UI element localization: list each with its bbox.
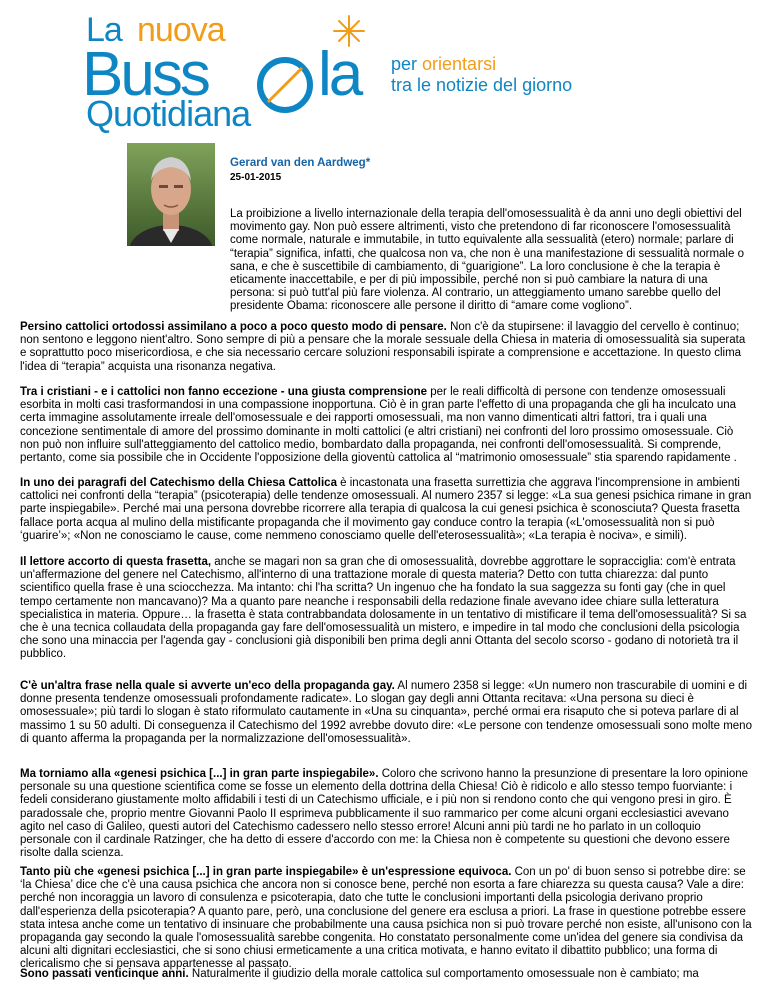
paragraph-text: anche se magari non sa gran che di omosessualità, dovrebbe aggrottare le sopracciglia: com'è entrata un'affermazione del genere nel Catechismo, all'interno di una trattazione morale di questa materia? Detto con tutta chiarezza: dal punto scientifico quella frase è una sciocchezza. Ma intanto: chi l'ha scritta? Un ingenuo che ha fondato la sua saggezza su fonti gay (che in quel tempo certamente non mancavano)? Ma a quanto pare neanche i responsabili della redazione finale avevano idee chiare sulla letteratura specialistica in materia. Oppure… la frasetta è stata contrabbandata dolosamente in un tentativo di mistificare il tema dell'omosessualità? Si sa che è una tecnica collaudata della propaganda gay fare dell'omosessualità un mistero, e impedire in tal modo che conclusioni della psicologia che sono una minaccia per l'agenda gay - conclusioni già disponibili ben prima degli anni Ottanta del secolo scorso - godano di notorietà tra il pubblico. xyxy=(20,556,747,661)
article-paragraph xyxy=(20,768,753,860)
paragraph-text: Coloro che scrivono hanno la presunzione di presentare la loro opinione personale su una questione scientifica come se fosse un elemento della dottrina della Chiesa! Ciò è ridicolo e allo stesso tempo fuorviante: i fedeli considerano giustamente molto affidabili i testi di un Catechismo ufficiale, e i più non si rendono conto che qui vengono presi in giro. È paradossale che, proprio mentre Giovanni Paolo II esprimeva pubblicamente il suo rammarico per come alcuni organi ecclesiastici avevano agito nel caso di Galileo, questi autori del Catechismo cadessero nello stesso errore! Alcuni anni più tardi ne ho parlato in un colloquio personale con il cardinale Ratzinger, che ha detto di essere d'accordo con me: la Chiesa non è competente su questioni che devono essere risolte dalla scienza. xyxy=(20,768,749,860)
logo-la-suffix: la xyxy=(318,40,361,109)
logo-quotidiana: Quotidiana xyxy=(86,93,251,134)
article-paragraph xyxy=(20,556,753,662)
article-intro: La proibizione a livello internazionale della terapia dell'omosessualità è da anni uno degli obiettivi del movimento gay. Non può essere altrimenti, visto che pretendono di far riconoscere l'omosessualità come normale, naturale e immutabile, in tutto equivalente alla sessualità (etero) normale; parlare di “terapia” significa, infatti, che qualcosa non va, che non è una manifestazione di sessualità normale o sana, e che è suscettibile di cambiamento, di “guarigione”. La loro conclusione è che la terapia è eticamente inaccettabile, e per di più impossibile, perché non si può cambiare la natura di una persona: si può tutt'al più fare violenza. Al contrario, un atteggiamento umano sarebbe quello del presidente Obama: riconoscere alle persone il diritto di “amare come vogliono”. xyxy=(230,208,744,313)
author-name[interactable]: Gerard van den Aardweg* xyxy=(230,157,371,169)
article-paragraph xyxy=(20,321,753,374)
paragraph-text: Naturalmente il giudizio della morale cattolica sul comportamento omosessuale non è cambiato; ma xyxy=(188,968,699,980)
paragraph-lead: C'è un'altra frase nella quale si avverte un'eco della propaganda gay. xyxy=(20,680,395,692)
article-paragraph xyxy=(20,386,753,465)
paragraph-lead: Il lettore accorto di questa frasetta, xyxy=(20,556,212,568)
paragraph-lead: Persino cattolici ortodossi assimilano a poco a poco questo modo di pensare. xyxy=(20,321,447,333)
paragraph-lead: Sono passati venticinque anni. xyxy=(20,968,189,980)
tagline-per: per xyxy=(391,54,418,74)
article-paragraph xyxy=(20,968,753,981)
logo-la: La xyxy=(86,11,122,49)
logo-buss: Buss xyxy=(82,40,208,109)
paragraph-lead: Tra i cristiani - e i cattolici non fanno eccezione - una giusta comprensione xyxy=(20,386,428,398)
paragraph-text: Con un po' di buon senso si potrebbe dire: se ‘la Chiesa’ dice che c'è una causa psichica che ancora non si conosce bene, perché non esorta a fare chiarezza su questa causa? Vale a dire: perché non incoraggia un lavoro di consulenza e psicoterapia, dato che tutte le conclusioni importanti della psicologia derivano proprio dall'esperienza della psicoterapia? A quanto pare, però, una conclusione del genere era esclusa a priori. La frase in questione potrebbe essere stata intesa anche come un tentativo di insinuare che probabilmente una causa psichica non si può trovare perché non esiste, all'unisono con la propaganda gay secondo la quale l'omosessualità sarebbe congenita. Ho constatato personalmente come un'idea del genere sia condivisa da alcuni alti dignitari ecclesiastici, che si sono chiusi ermeticamente a una critica motivata, e hanno evitato il dibattito pubblico; una forma di clericalismo che si pensava appartenesse al passato. xyxy=(20,866,752,971)
article-paragraph xyxy=(20,477,753,543)
paragraph-lead: In uno dei paragrafi del Catechismo della Chiesa Cattolica xyxy=(20,477,337,489)
paragraph-lead: Ma torniamo alla «genesi psichica [...] in gran parte inspiegabile». xyxy=(20,768,379,780)
article-paragraph xyxy=(20,680,753,746)
logo-tagline-2: tra le notizie del giorno xyxy=(391,75,573,95)
paragraph-text: per le reali difficoltà di persone con tendenze omosessuali esorbita in molti casi trasformandosi in una compassione inopportuna. Ciò è in gran parte l'effetto di una propaganda che gli ha inculcato una certa immagine assolutamente irreale dell'omosessuale e dei rapporti omosessuali, ma non vanno dimenticati altri fattori, tra i quali una concezione sentimentale di amore del prossimo dominante in molti cattolici (e altri cristiani) nei confronti del loro prossimo omosessuale. Ciò non può non influire sull'atteggiamento del cattolico medio, bombardato dalla propaganda, nei confronti dell'omosessualità. Si comprende, pertanto, come sia possibile che in Occidente l'opposizione della gioventù cattolica al “matrimonio omosessuale” stia sparendo rapidamente . xyxy=(20,386,737,465)
paragraph-lead: Tanto più che «genesi psichica [...] in gran parte inspiegabile» è un'espressione equivoca. xyxy=(20,866,512,878)
paragraph-text: Non c'è da stupirsene: il lavaggio del cervello è continuo; non sentono e leggono nient'altro. Sono sempre di più a pensare che la morale sessuale della Chiesa in materia di omosessualità sia superata e soprattutto poco misericordiosa, e che sia necessario cercare soluzioni responsabili ispirate a comprensione e accettazione. In questo clima l'idea di “terapia” acquista una risonanza negativa. xyxy=(20,321,746,373)
compass-icon xyxy=(256,56,314,114)
tagline-orientarsi: orientarsi xyxy=(422,54,497,74)
paragraph-text: è incastonata una frasetta surrettizia che aggrava l'incomprensione in ambienti cattolici nei confronti della “terapia” (psicoterapia) delle tendenze omosessuali. Al numero 2357 si legge: «La sua genesi psichica rimane in gran parte inspiegabile». Perché mai una persona dovrebbe ricorrere alla terapia di qualcosa la cui genesi psichica è sconosciuta? Questa frasetta fallace porta acqua al mulino della mistificante propaganda che il movimento gay conduce contro la terapia («L'omosessualità non si può ‘guarire’»; «Non ne conosciamo le cause, come nemmeno conosciamo quelle dell'eterosessualità»; «La terapia è nociva», e simili). xyxy=(20,477,752,542)
paragraph-text: Al numero 2358 si legge: «Un numero non trascurabile di uomini e di donne presenta tendenze omosessuali profondamente radicate». Lo slogan gay degli anni Ottanta recitava: «Una persona su dieci è omosessuale»; più tardi lo slogan è stato riformulato cautamente in «Una su cinquanta», perché ormai era risaputo che si poteva parlare di al massimo 1 su 50 adulti. Di conseguenza il Catechismo del 1992 avrebbe dovuto dire: «Le persone con tendenze omosessuali sono molte meno di quanto afferma la propaganda per la normalizzazione dell'omosessualità». xyxy=(20,680,752,745)
logo-tagline-1 xyxy=(391,55,496,73)
logo-nuova: nuova xyxy=(137,11,225,49)
masthead xyxy=(0,0,768,140)
article-paragraph xyxy=(20,866,753,972)
author-photo xyxy=(127,143,215,246)
article-date: 25-01-2015 xyxy=(230,172,282,183)
